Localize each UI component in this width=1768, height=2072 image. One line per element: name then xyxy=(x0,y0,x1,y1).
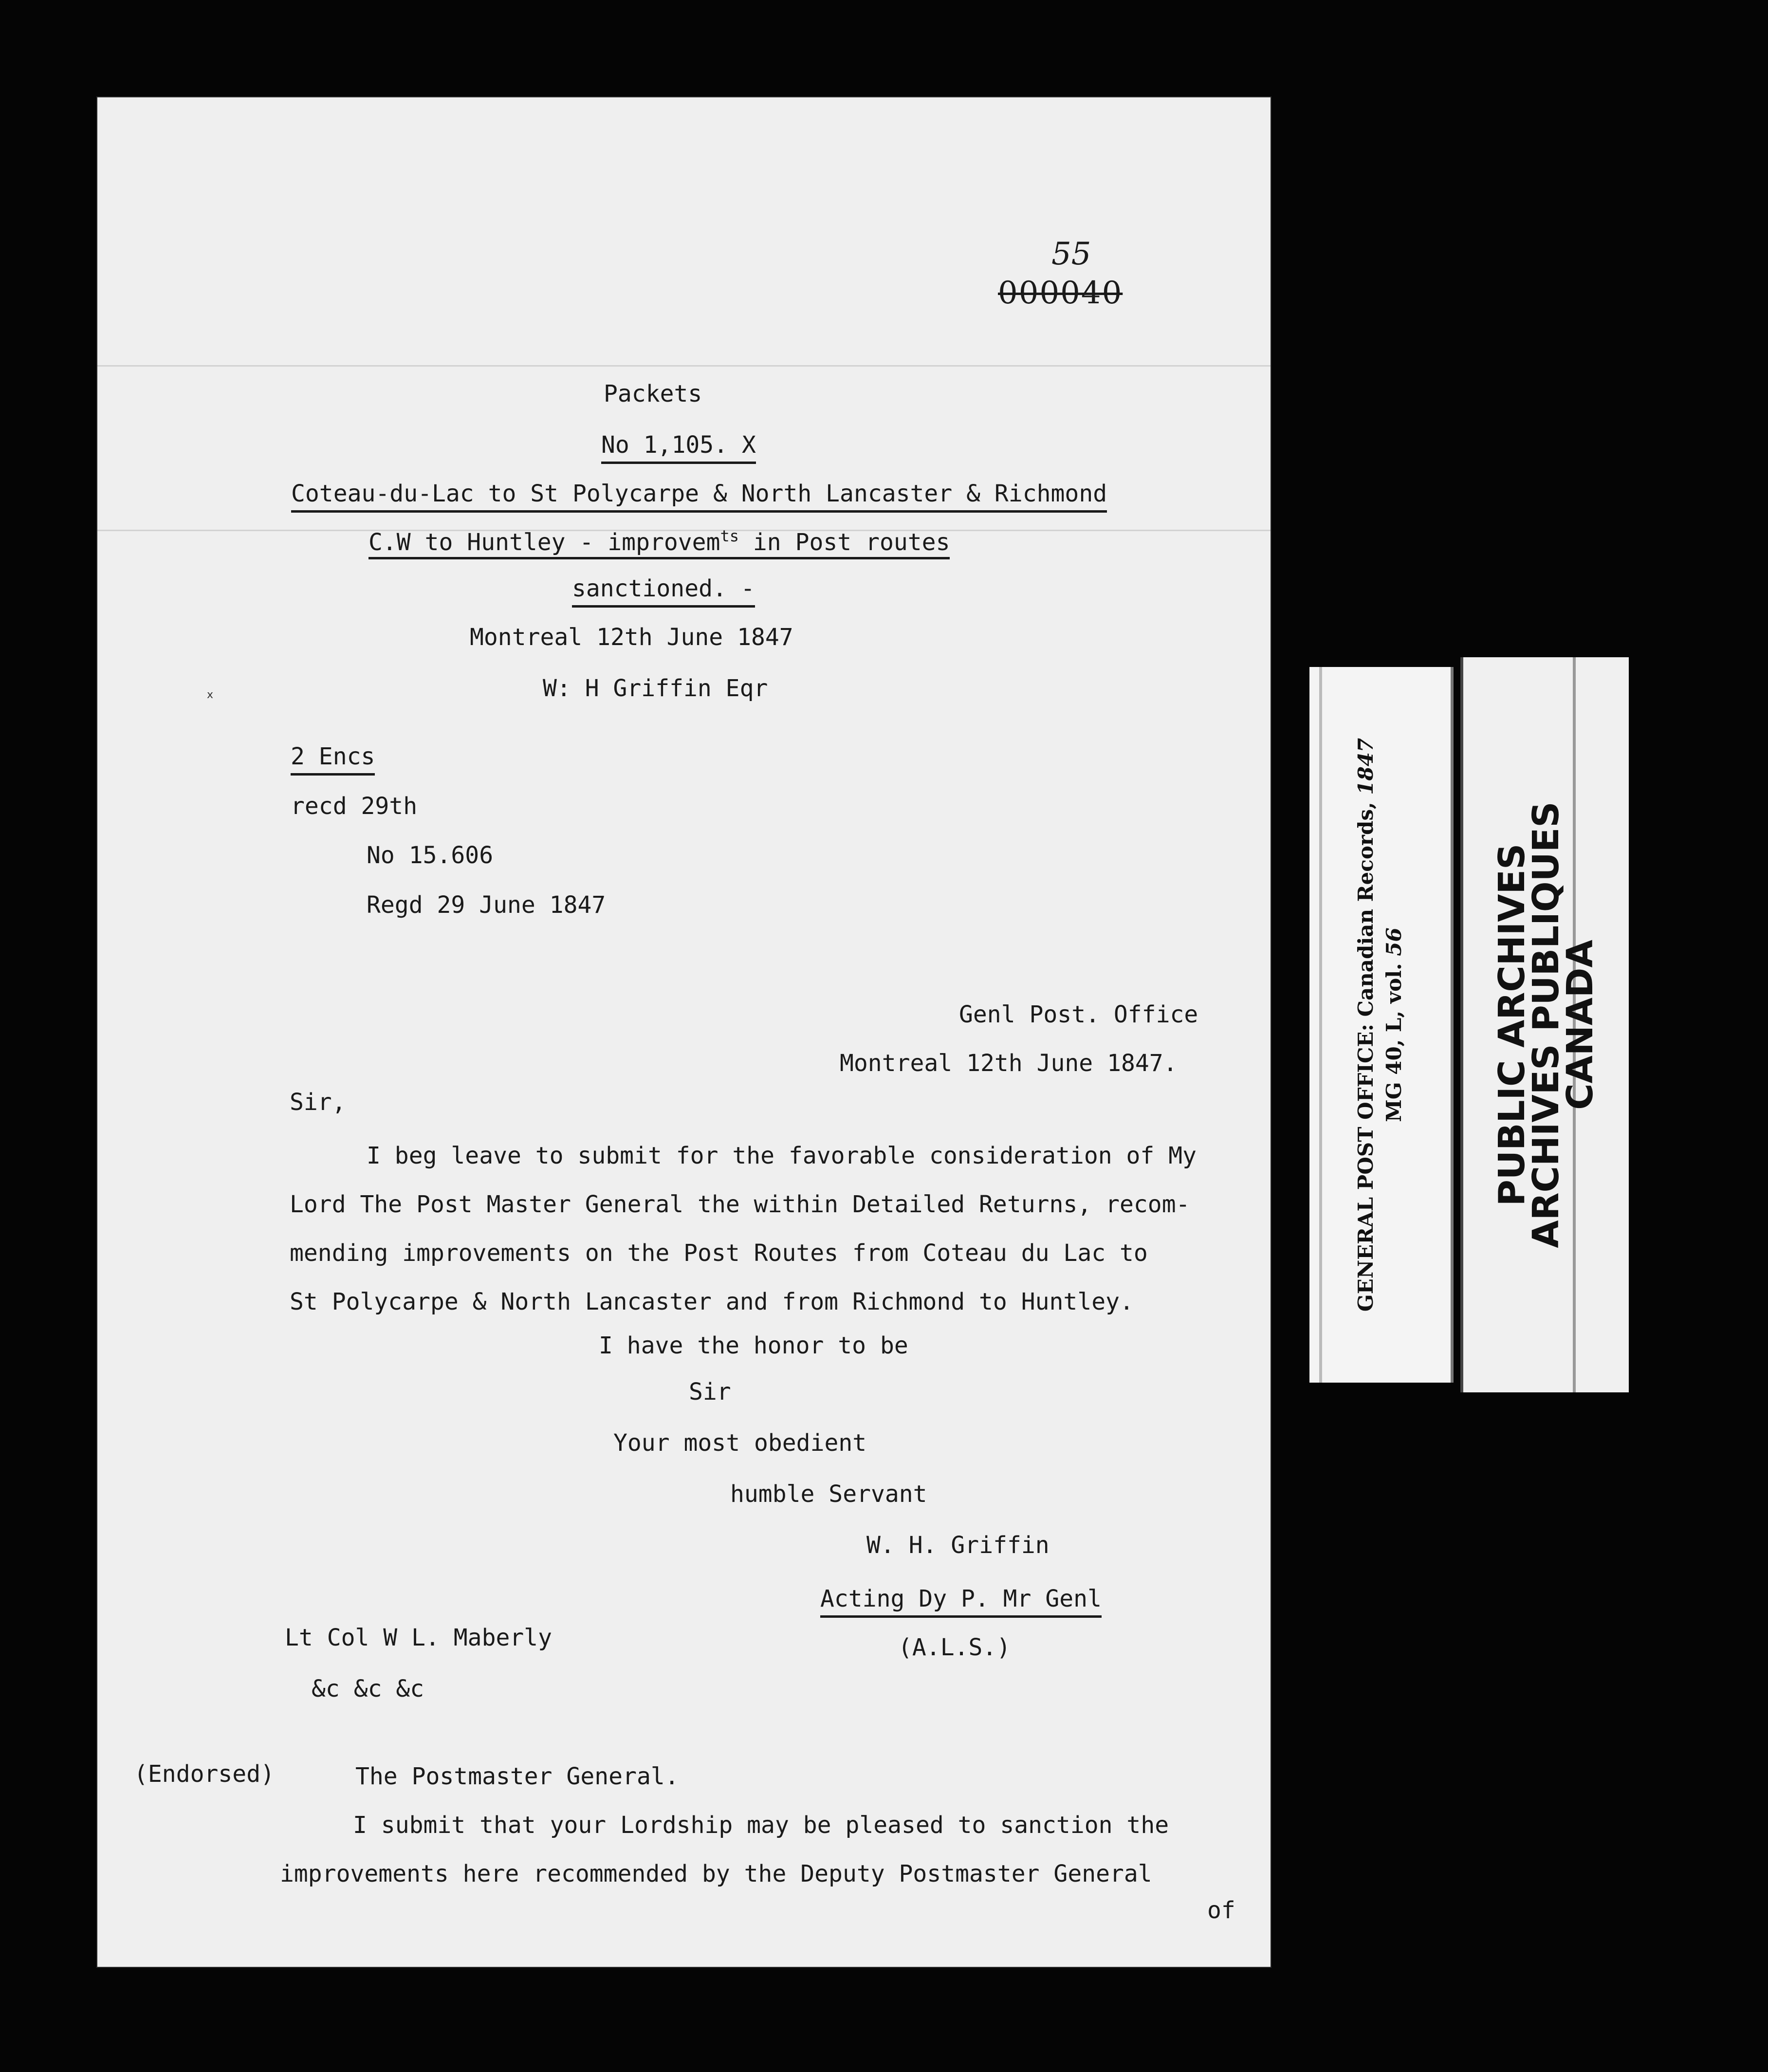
struck-folio-number: 000040 xyxy=(998,275,1123,311)
archive-stamp-text: PUBLIC ARCHIVES ARCHIVES PUBLIQUES CANADA xyxy=(1491,801,1601,1248)
letter-als: (A.L.S.) xyxy=(898,1634,1011,1661)
letter-body-line: Lord The Post Master General the within Detailed Returns, recom- xyxy=(290,1191,1190,1218)
heading-number: No 1,105. X xyxy=(601,431,756,464)
archive-stamp-label xyxy=(1460,657,1629,1392)
letter-signature-title: Acting Dy P. Mr Genl xyxy=(820,1585,1102,1618)
margin-mark: x xyxy=(207,689,214,701)
letter-signature: W. H. Griffin xyxy=(866,1532,1050,1559)
endorsement-body-line: I submit that your Lordship may be pleased to sanction the xyxy=(353,1812,1169,1839)
letter-closing-line: I have the honor to be xyxy=(599,1332,908,1359)
heading-route-line2: C.W to Huntley - improvem$^{ts}$ in Post routes xyxy=(368,531,950,559)
endorsement-body-line: improvements here recommended by the Deputy Postmaster General xyxy=(280,1860,1152,1887)
endorsement-to: The Postmaster General. xyxy=(355,1763,679,1790)
letter-body-line: mending improvements on the Post Routes from Coteau du Lac to xyxy=(290,1240,1148,1267)
docket-enclosures: 2 Encs xyxy=(291,743,375,776)
endorsement-catchword: of xyxy=(1207,1897,1235,1924)
docket-registered: Regd 29 June 1847 xyxy=(367,891,606,919)
letter-closing-line: Your most obedient xyxy=(613,1429,867,1457)
letter-place-date: Montreal 12th June 1847. xyxy=(840,1050,1178,1077)
heading-sanctioned: sanctioned. - xyxy=(572,575,755,608)
archive-series-label xyxy=(1309,667,1454,1383)
docket-received: recd 29th xyxy=(291,793,418,820)
letter-office: Genl Post. Office xyxy=(959,1001,1198,1028)
letter-salutation: Sir, xyxy=(290,1089,346,1116)
letter-body-line: St Polycarpe & North Lancaster and from Richmond to Huntley. xyxy=(290,1288,1134,1315)
heading-author: W: H Griffin Eqr xyxy=(543,675,768,702)
docket-number: No 15.606 xyxy=(367,842,494,869)
heading-packets: Packets xyxy=(604,380,702,407)
endorsement-label: (Endorsed) xyxy=(134,1760,275,1788)
heading-date: Montreal 12th June 1847 xyxy=(470,624,793,651)
letter-addressee-etc: &c &c &c xyxy=(312,1675,424,1702)
fold-line xyxy=(97,365,1271,367)
folio-number: 55 xyxy=(1051,236,1091,272)
letter-closing-line: Sir xyxy=(689,1378,731,1406)
document-page xyxy=(97,97,1271,1967)
letter-addressee: Lt Col W L. Maberly xyxy=(285,1624,552,1651)
heading-route-line1: Coteau-du-Lac to St Polycarpe & North Lancaster & Richmond xyxy=(291,480,1107,513)
archive-series-text: GENERAL POST OFFICE: Canadian Records, 1847 MG 40, L, vol. 56 xyxy=(1354,738,1406,1312)
letter-body-line: I beg leave to submit for the favorable consideration of My xyxy=(367,1142,1197,1169)
letter-closing-line: humble Servant xyxy=(730,1480,927,1508)
